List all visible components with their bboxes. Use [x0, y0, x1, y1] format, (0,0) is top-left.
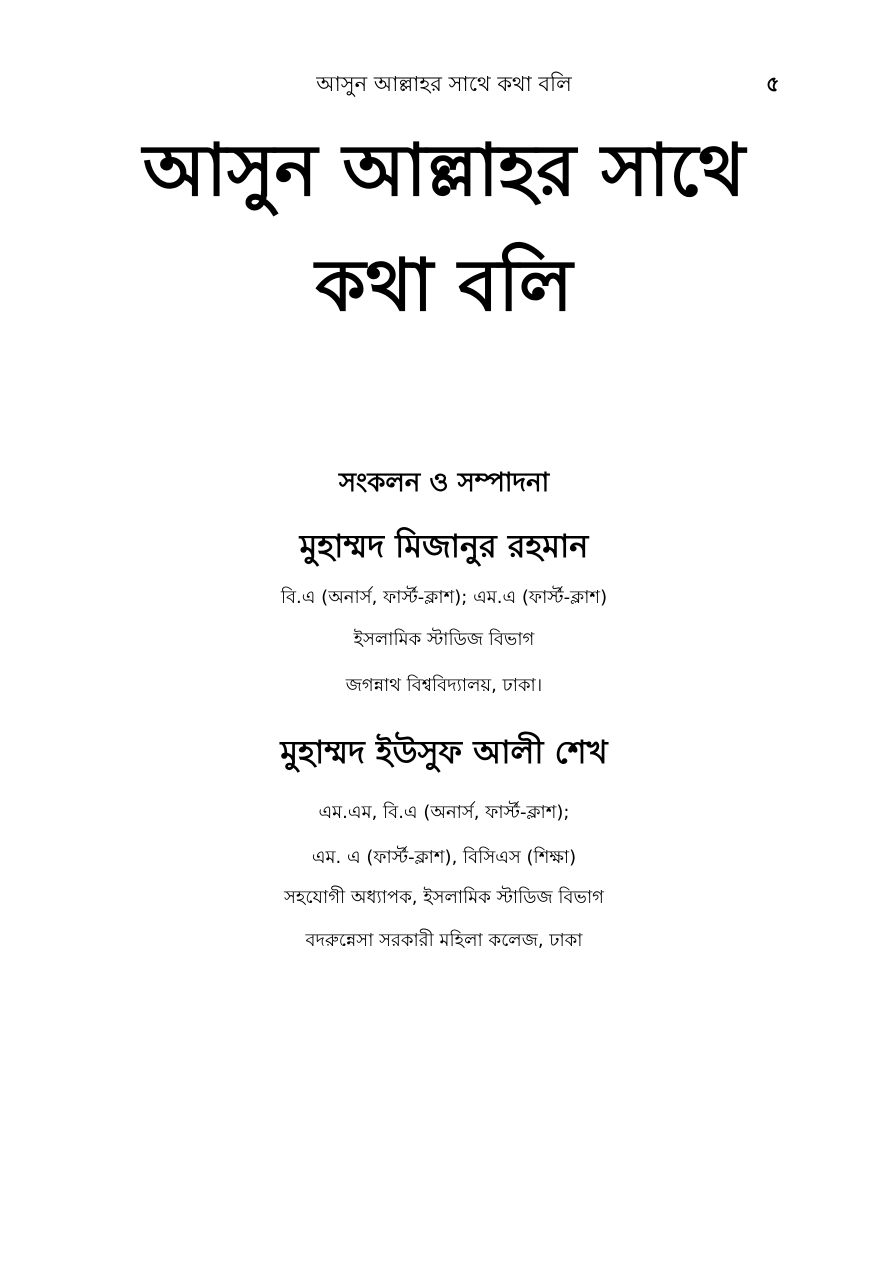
book-title-line-1: আসুন আল্লাহর সাথে [142, 128, 746, 212]
author-2-position: সহযোগী অধ্যাপক, ইসলামিক স্টাডিজ বিভাগ [284, 887, 604, 908]
author-2-name: মুহাম্মদ ইউসুফ আলী শেখ [280, 733, 608, 771]
running-header-title: আসুন আল্লাহর সাথে কথা বলি [316, 72, 572, 96]
author-2-degrees-cont: এম. এ (ফার্স্ট-ক্লাশ), বিসিএস (শিক্ষা) [311, 847, 577, 868]
author-1-department: ইসলামিক স্টাডিজ বিভাগ [353, 629, 535, 650]
page-number: ৫ [766, 72, 780, 96]
compiled-and-edited-label: সংকলন ও সম্পাদনা [338, 468, 550, 498]
author-1-degrees: বি.এ (অনার্স, ফার্স্ট-ক্লাশ); এম.এ (ফার্স্ট-ক্লাশ) [280, 587, 608, 608]
author-2-degrees: এম.এম, বি.এ (অনার্স, ফার্স্ট-ক্লাশ); [318, 802, 570, 823]
author-1-name: মুহাম্মদ মিজানুর রহমান [299, 527, 589, 565]
author-1-university: জগন্নাথ বিশ্ববিদ্যালয়, ঢাকা। [345, 675, 543, 696]
author-2-college: বদরুন্নেসা সরকারী মহিলা কলেজ, ঢাকা [305, 930, 583, 951]
book-title-line-2: কথা বলি [315, 243, 573, 327]
